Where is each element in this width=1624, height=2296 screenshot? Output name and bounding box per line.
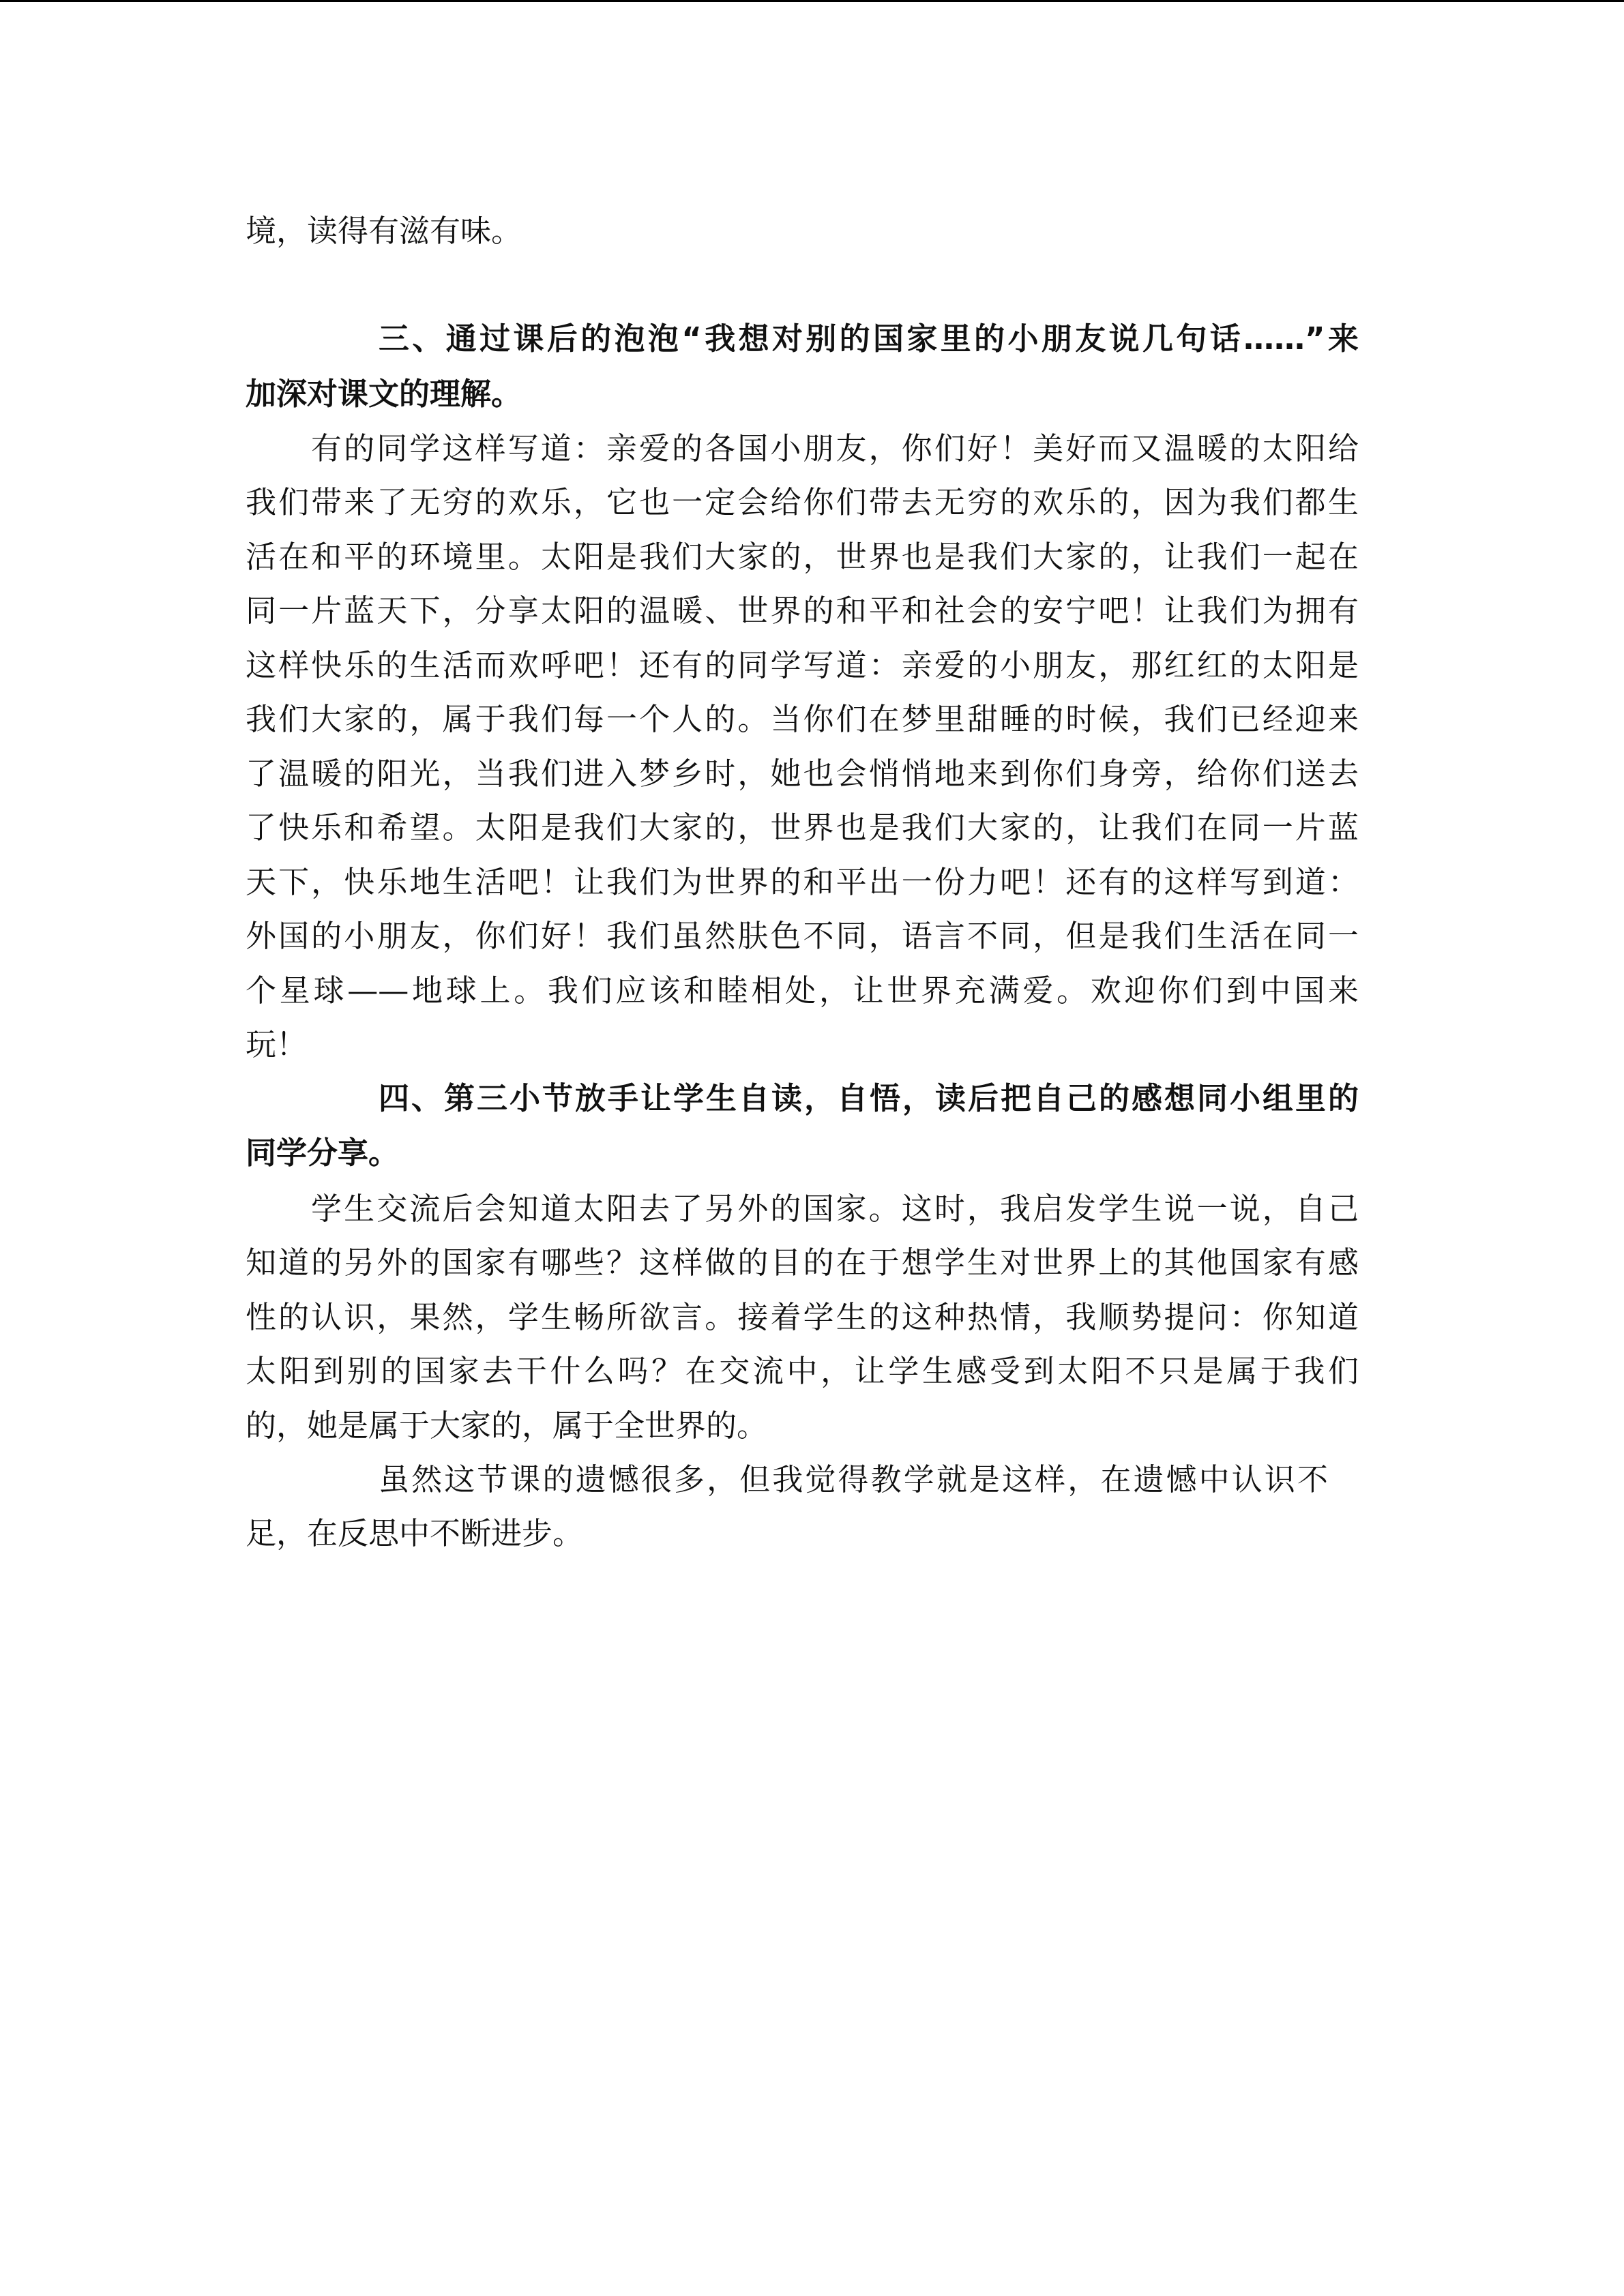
text-line: 个星球——地球上。我们应该和睦相处，让世界充满爱。欢迎你们到中国来 [246,972,1359,1009]
text-line: 学生交流后会知道太阳去了另外的国家。这时，我启发学生说一说，自己 [311,1191,1359,1227]
text-line: 足，在反思中不断进步。 [246,1515,584,1551]
text-line: 了温暖的阳光，当我们进入梦乡时，她也会悄悄地来到你们身旁，给你们送去 [246,756,1359,792]
text-line: 虽然这节课的遗憾很多，但我觉得教学就是这样，在遗憾中认识不 [379,1461,1328,1497]
section-heading-line: 同学分享。 [246,1135,400,1171]
text-line: 境，读得有滋有味。 [246,213,522,249]
text-line: 这样快乐的生活而欢呼吧！还有的同学写道：亲爱的小朋友，那红红的太阳是 [246,647,1359,683]
text-line: 了快乐和希望。太阳是我们大家的，世界也是我们大家的，让我们在同一片蓝 [246,809,1359,846]
section-heading-line: 加深对课文的理解。 [246,376,522,412]
text-line: 活在和平的环境里。太阳是我们大家的，世界也是我们大家的，让我们一起在 [246,539,1359,575]
text-line: 有的同学这样写道：亲爱的各国小朋友，你们好！美好而又温暖的太阳给 [311,430,1359,466]
text-line: 玩！ [246,1026,308,1062]
text-line: 同一片蓝天下，分享太阳的温暖、世界的和平和社会的安宁吧！让我们为拥有 [246,593,1359,629]
text-line: 我们大家的，属于我们每一个人的。当你们在梦里甜睡的时候，我们已经迎来 [246,701,1359,737]
text-line: 的，她是属于大家的，属于全世界的。 [246,1407,768,1444]
section-heading-line: 三、通过课后的泡泡“我想对别的国家里的小朋友说几句话……”来 [379,320,1359,357]
section-heading-line: 四、第三小节放手让学生自读，自悟，读后把自己的感想同小组里的 [379,1080,1359,1116]
text-line: 性的认识，果然，学生畅所欲言。接着学生的这种热情，我顺势提问：你知道 [246,1299,1359,1335]
text-line: 外国的小朋友，你们好！我们虽然肤色不同，语言不同，但是我们生活在同一 [246,918,1359,954]
text-line: 知道的另外的国家有哪些？这样做的目的在于想学生对世界上的其他国家有感 [246,1244,1359,1281]
text-line: 我们带来了无穷的欢乐，它也一定会给你们带去无穷的欢乐的，因为我们都生 [246,484,1359,520]
text-line: 太阳到别的国家去干什么吗？在交流中，让学生感受到太阳不只是属于我们 [246,1353,1359,1389]
text-line: 天下，快乐地生活吧！让我们为世界的和平出一份力吧！还有的这样写到道： [246,864,1359,900]
